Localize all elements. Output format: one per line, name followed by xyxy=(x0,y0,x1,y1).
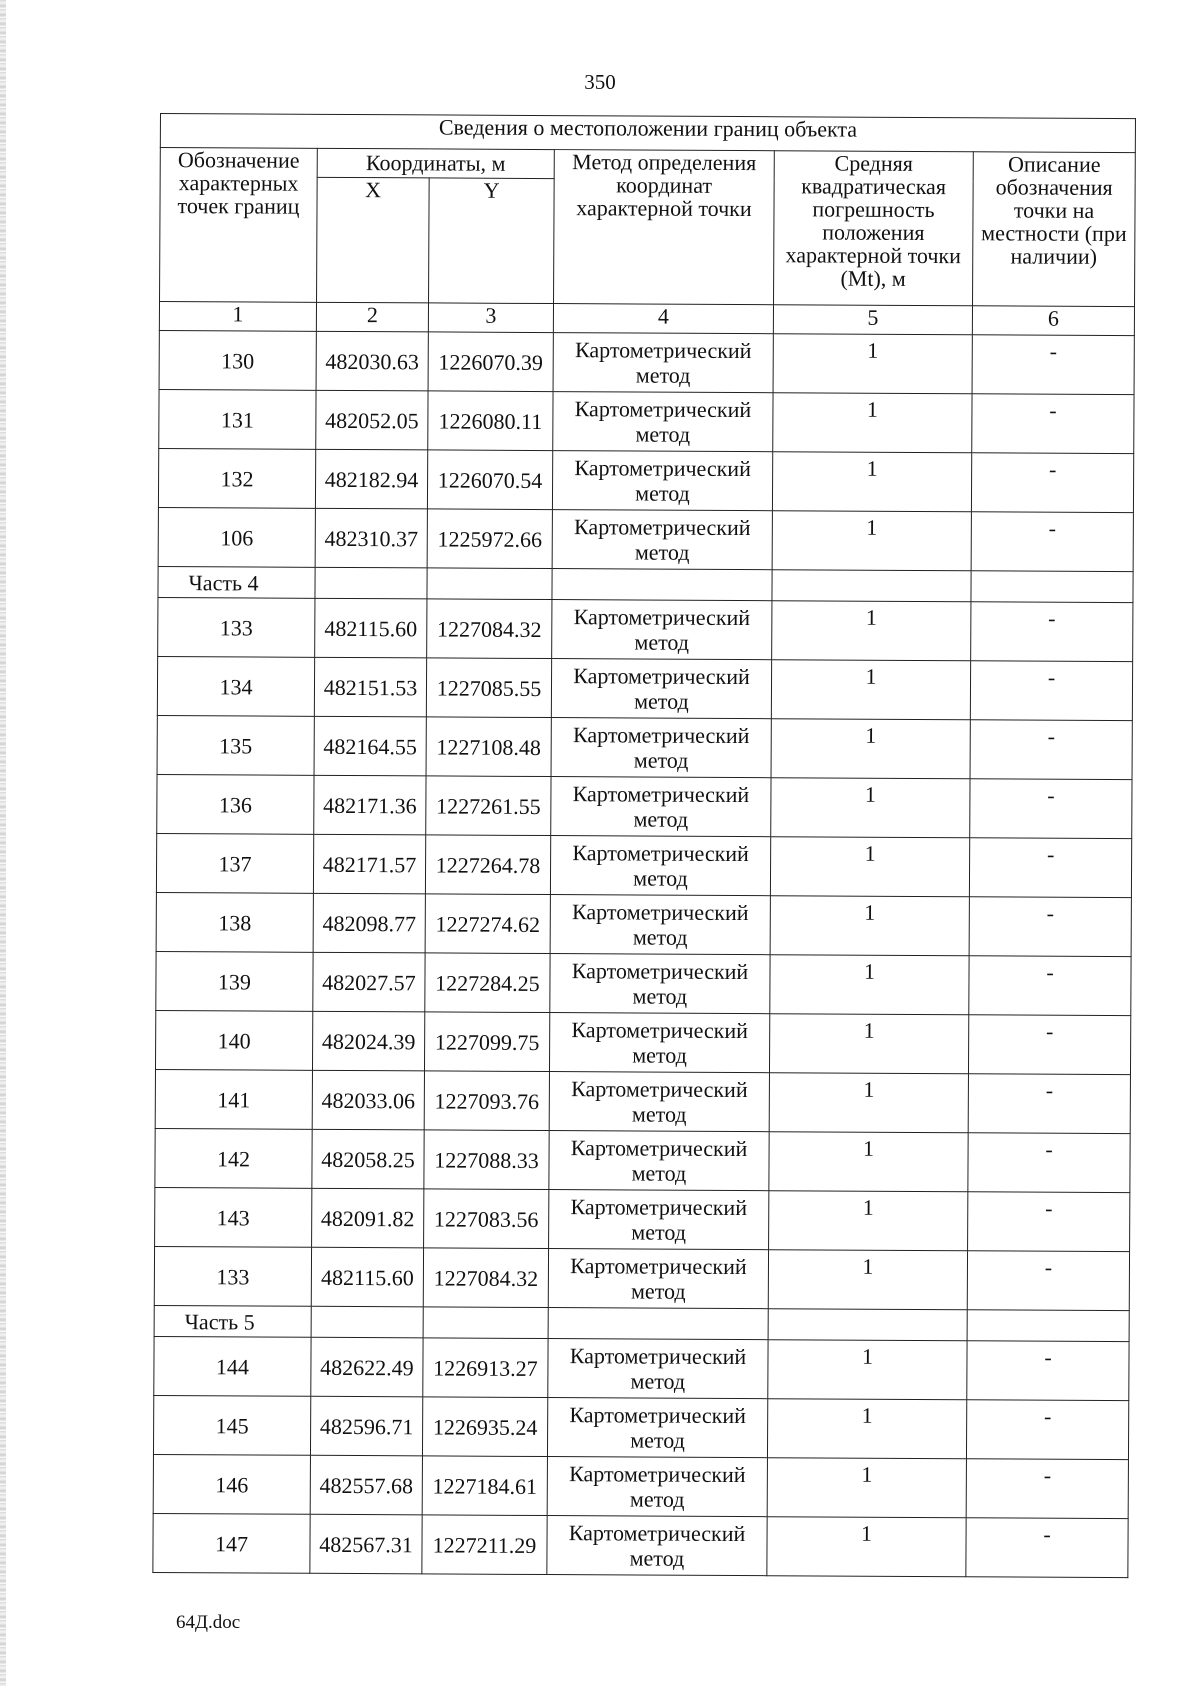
y-coordinate-cell: 1227083.56 xyxy=(424,1189,549,1249)
error-cell: 1 xyxy=(769,1132,968,1192)
method-cell xyxy=(551,659,771,719)
method-text: Картометрический метод xyxy=(573,604,751,655)
method-cell xyxy=(552,451,772,511)
point-cell: 143 xyxy=(155,1187,312,1247)
y-coordinate-cell: 1227093.76 xyxy=(424,1071,549,1131)
point-cell: 135 xyxy=(157,715,314,775)
table-row xyxy=(156,951,1131,1015)
x-coordinate-cell: 482098.77 xyxy=(313,893,425,953)
method-cell xyxy=(550,954,770,1014)
y-coordinate-cell: 1227284.25 xyxy=(425,953,550,1013)
y-coordinate-cell: 1227085.55 xyxy=(426,658,551,718)
description-cell: - xyxy=(966,1400,1128,1460)
error-cell: 1 xyxy=(769,1014,968,1074)
method-cell xyxy=(553,392,773,452)
y-coordinate-cell: 1227099.75 xyxy=(424,1012,549,1072)
y-coordinate-cell: 1226070.39 xyxy=(428,332,553,392)
method-cell xyxy=(548,1339,768,1399)
error-cell: 1 xyxy=(767,1458,966,1518)
empty-cell xyxy=(772,570,971,602)
method-cell xyxy=(549,1013,769,1073)
error-cell: 1 xyxy=(773,393,972,453)
column-number: 5 xyxy=(773,305,972,335)
method-cell xyxy=(549,1190,769,1250)
empty-cell xyxy=(311,1306,423,1338)
description-cell: - xyxy=(969,956,1131,1016)
error-cell: 1 xyxy=(770,837,969,897)
footer-filename: 64Д.doc xyxy=(176,1612,241,1633)
x-coordinate-cell: 482052.05 xyxy=(316,390,428,450)
error-cell: 1 xyxy=(771,660,970,720)
point-cell: 106 xyxy=(158,507,315,567)
y-coordinate-cell: 1227084.32 xyxy=(427,599,552,659)
x-coordinate-cell: 482115.60 xyxy=(311,1247,423,1307)
method-text: Картометрический метод xyxy=(574,514,751,565)
point-cell: 145 xyxy=(153,1395,310,1455)
table-row xyxy=(159,389,1134,453)
x-coordinate-cell: 482030.63 xyxy=(316,331,428,391)
point-cell: 141 xyxy=(155,1069,312,1129)
part-row xyxy=(154,1305,1129,1341)
error-cell: 1 xyxy=(771,719,970,779)
table-row xyxy=(156,892,1131,956)
point-cell: 137 xyxy=(156,833,313,893)
table-row xyxy=(155,1010,1130,1074)
y-coordinate-cell: 1225972.66 xyxy=(427,509,552,569)
point-cell: 136 xyxy=(157,774,314,834)
method-text: Картометрический метод xyxy=(569,1461,746,1512)
method-text: Картометрический метод xyxy=(572,899,749,950)
description-cell: - xyxy=(968,1074,1130,1134)
description-cell: - xyxy=(968,1192,1130,1252)
y-coordinate-cell: 1226070.54 xyxy=(427,450,552,510)
x-coordinate-cell: 482596.71 xyxy=(310,1396,422,1456)
y-coordinate-cell: 1227274.62 xyxy=(425,894,550,954)
error-cell: 1 xyxy=(767,1517,966,1577)
point-cell: 132 xyxy=(158,448,315,508)
error-cell: 1 xyxy=(769,1073,968,1133)
table-row xyxy=(153,1395,1128,1459)
table-row xyxy=(155,1187,1130,1251)
table-row xyxy=(155,1128,1130,1192)
description-cell: - xyxy=(969,897,1131,957)
method-text: Картометрический метод xyxy=(571,1017,749,1068)
table-row xyxy=(157,656,1132,720)
x-coordinate-cell: 482027.57 xyxy=(313,952,425,1012)
description-cell: - xyxy=(972,394,1134,454)
error-cell: 1 xyxy=(767,1399,966,1459)
x-coordinate-cell: 482164.55 xyxy=(314,716,426,776)
method-text: Картометрический метод xyxy=(572,781,750,832)
y-coordinate-cell: 1226913.27 xyxy=(423,1338,548,1398)
point-cell: 130 xyxy=(159,330,316,390)
point-cell: 147 xyxy=(153,1513,310,1573)
x-coordinate-cell: 482024.39 xyxy=(312,1011,424,1071)
boundary-table xyxy=(152,113,1136,1578)
table-row xyxy=(154,1246,1129,1310)
description-cell: - xyxy=(966,1459,1128,1519)
scan-edge xyxy=(0,0,6,1686)
x-coordinate-cell: 482091.82 xyxy=(312,1188,424,1248)
x-coordinate-cell: 482058.25 xyxy=(312,1129,424,1189)
description-cell: - xyxy=(970,720,1132,780)
y-coordinate-cell: 1226080.11 xyxy=(428,391,553,451)
table-row xyxy=(157,715,1132,779)
error-cell: 1 xyxy=(772,601,971,661)
point-cell: 146 xyxy=(153,1454,310,1514)
table-body xyxy=(153,330,1135,1577)
table-row xyxy=(153,1454,1128,1518)
point-cell: 144 xyxy=(154,1336,311,1396)
page-number: 350 xyxy=(584,70,616,94)
method-text: Картометрический метод xyxy=(574,337,752,388)
method-cell xyxy=(551,777,771,837)
column-number: 6 xyxy=(972,306,1134,336)
y-coordinate-cell: 1226935.24 xyxy=(422,1397,547,1457)
point-cell: 140 xyxy=(155,1010,312,1070)
description-cell: - xyxy=(971,512,1133,572)
method-cell xyxy=(552,510,772,570)
x-coordinate-cell: 482310.37 xyxy=(315,508,427,568)
empty-cell xyxy=(768,1309,967,1341)
description-cell: - xyxy=(972,335,1134,395)
table-row xyxy=(153,1513,1128,1577)
error-cell: 1 xyxy=(772,452,971,512)
column-number: 3 xyxy=(428,303,553,333)
y-coordinate-cell: 1227261.55 xyxy=(426,776,551,836)
table-row xyxy=(156,833,1131,897)
point-cell: 134 xyxy=(157,656,314,716)
description-cell: - xyxy=(969,838,1131,898)
point-cell: 133 xyxy=(158,597,315,657)
empty-cell xyxy=(423,1307,548,1339)
x-coordinate-cell: 482557.68 xyxy=(310,1455,422,1515)
method-cell xyxy=(548,1249,768,1309)
table-row xyxy=(158,448,1133,512)
x-coordinate-cell: 482171.36 xyxy=(314,775,426,835)
description-cell: - xyxy=(970,661,1132,721)
description-cell: - xyxy=(967,1251,1129,1311)
table-row xyxy=(158,507,1133,571)
method-cell xyxy=(550,895,770,955)
point-cell: 133 xyxy=(154,1246,311,1306)
description-cell: - xyxy=(971,602,1133,662)
description-cell: - xyxy=(968,1015,1130,1075)
column-number: 4 xyxy=(553,304,773,334)
method-text: Картометрический метод xyxy=(572,722,750,773)
method-cell xyxy=(547,1457,767,1517)
method-cell xyxy=(552,600,772,660)
error-cell: 1 xyxy=(771,778,970,838)
header-point: Обозначение характерных точек границ xyxy=(160,148,318,303)
point-cell: 131 xyxy=(159,389,316,449)
method-text: Картометрический метод xyxy=(571,958,749,1009)
method-text: Картометрический метод xyxy=(571,1076,748,1127)
x-coordinate-cell: 482033.06 xyxy=(312,1070,424,1130)
description-cell: - xyxy=(970,779,1132,839)
method-text: Картометрический метод xyxy=(574,455,751,506)
point-cell: 138 xyxy=(156,892,313,952)
y-coordinate-cell: 1227088.33 xyxy=(424,1130,549,1190)
header-description: Описание обозначения точки на местности (при наличии) xyxy=(973,152,1136,307)
x-coordinate-cell: 482115.60 xyxy=(315,598,427,658)
method-cell xyxy=(550,836,770,896)
empty-cell xyxy=(971,571,1133,603)
method-cell xyxy=(549,1072,769,1132)
x-coordinate-cell: 482622.49 xyxy=(311,1337,423,1397)
x-coordinate-cell: 482567.31 xyxy=(310,1514,422,1574)
empty-cell xyxy=(427,568,552,600)
table-caption: Сведения о местоположении границ объекта xyxy=(160,114,1135,153)
part-label: Часть 5 xyxy=(154,1305,311,1337)
error-cell: 1 xyxy=(773,334,972,394)
error-cell: 1 xyxy=(770,955,969,1015)
table-row xyxy=(157,774,1132,838)
method-text: Картометрический метод xyxy=(573,663,750,714)
empty-cell xyxy=(548,1308,768,1340)
empty-cell xyxy=(552,569,772,601)
y-coordinate-cell: 1227108.48 xyxy=(426,717,551,777)
header-y: Y xyxy=(429,178,555,304)
description-cell: - xyxy=(968,1133,1130,1193)
table-row xyxy=(154,1336,1129,1400)
method-text: Картометрический метод xyxy=(572,840,749,891)
description-cell: - xyxy=(966,1518,1128,1578)
method-cell xyxy=(553,333,773,393)
part-row xyxy=(158,566,1133,602)
method-text: Картометрический метод xyxy=(570,1194,748,1245)
x-coordinate-cell: 482171.57 xyxy=(313,834,425,894)
header-error: Средняя квадратическая погрешность положения характерной точки (Mt), м xyxy=(774,151,974,306)
description-cell: - xyxy=(971,453,1133,513)
y-coordinate-cell: 1227184.61 xyxy=(422,1456,547,1516)
x-coordinate-cell: 482182.94 xyxy=(315,449,427,509)
table-row xyxy=(158,597,1133,661)
column-number: 2 xyxy=(316,302,428,332)
method-text: Картометрический метод xyxy=(574,396,752,447)
method-text: Картометрический метод xyxy=(570,1135,748,1186)
error-cell: 1 xyxy=(770,896,969,956)
method-cell xyxy=(547,1516,767,1576)
y-coordinate-cell: 1227211.29 xyxy=(422,1515,547,1575)
method-text: Картометрический метод xyxy=(568,1520,746,1571)
header-coords: Координаты, м xyxy=(317,148,554,178)
x-coordinate-cell: 482151.53 xyxy=(314,657,426,717)
table-row xyxy=(159,330,1134,394)
point-cell: 139 xyxy=(156,951,313,1011)
method-text: Картометрический метод xyxy=(569,1402,746,1453)
part-label: Часть 4 xyxy=(158,566,315,598)
empty-cell xyxy=(967,1310,1129,1342)
header-method: Метод определения координат характерной точки xyxy=(554,150,775,305)
method-cell xyxy=(547,1398,767,1458)
point-cell: 142 xyxy=(155,1128,312,1188)
description-cell: - xyxy=(967,1341,1129,1401)
error-cell: 1 xyxy=(769,1191,968,1251)
y-coordinate-cell: 1227084.32 xyxy=(423,1248,548,1308)
table-row xyxy=(155,1069,1130,1133)
y-coordinate-cell: 1227264.78 xyxy=(425,835,550,895)
header-x: X xyxy=(317,177,430,303)
method-cell xyxy=(549,1131,769,1191)
column-number: 1 xyxy=(159,302,316,332)
error-cell: 1 xyxy=(772,511,971,571)
error-cell: 1 xyxy=(768,1340,967,1400)
method-text: Картометрический метод xyxy=(570,1253,747,1304)
method-cell xyxy=(551,718,771,778)
method-text: Картометрический метод xyxy=(569,1343,747,1394)
empty-cell xyxy=(315,567,427,599)
error-cell: 1 xyxy=(768,1250,967,1310)
table-header xyxy=(159,114,1135,336)
